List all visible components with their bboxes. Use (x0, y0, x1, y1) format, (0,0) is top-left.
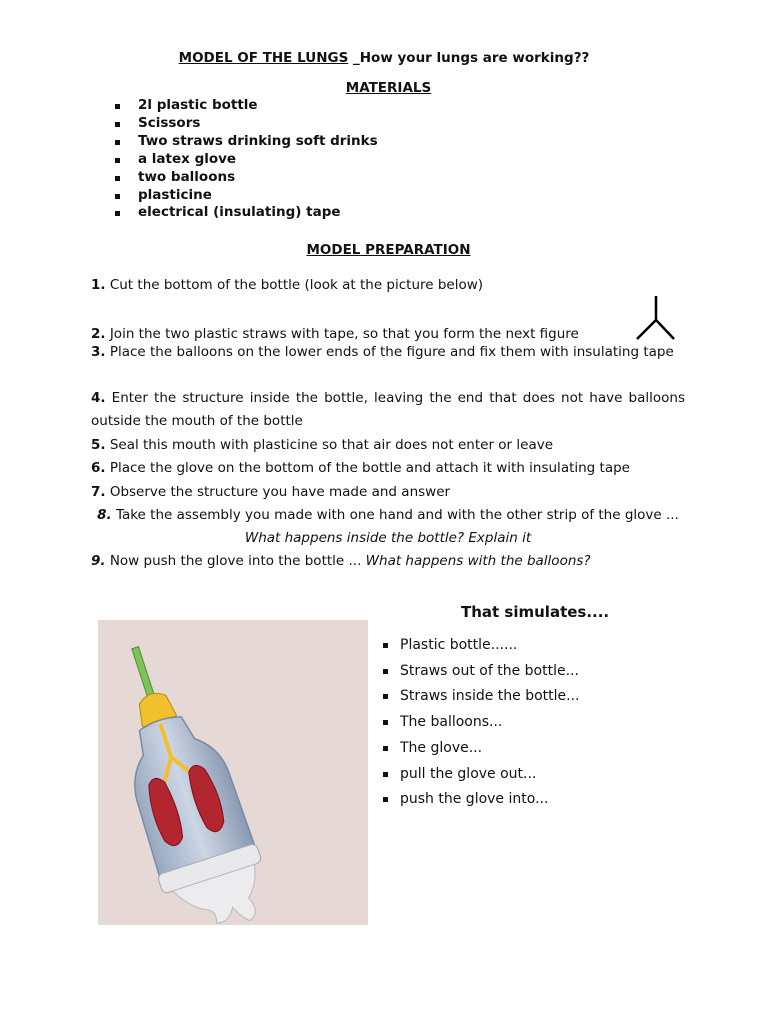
step-1 (91, 274, 685, 297)
step-7 (91, 481, 685, 504)
list-item: electrical (insulating) tape (112, 204, 378, 222)
step-8 (91, 504, 685, 550)
page-title (0, 50, 768, 66)
lung-model-photo (98, 620, 368, 925)
step-text: Enter the structure inside the bottle, leaving the end that does not have balloons outside the mouth of the bottle (91, 390, 685, 429)
step-9 (91, 550, 685, 573)
preparation-heading: MODEL PREPARATION (306, 242, 471, 258)
step-3 (91, 341, 685, 364)
step-text: Place the balloons on the lower ends of the figure and fix them with insulating tape (109, 344, 674, 360)
step-4 (91, 387, 685, 433)
step-question: What happens with the balloons? (365, 553, 591, 569)
step-number: 4. (91, 390, 106, 406)
list-item: two balloons (112, 169, 378, 187)
step-6 (91, 457, 685, 480)
title-subtitle: _How your lungs are working?? (348, 50, 590, 66)
y-shape-straws-icon (634, 295, 678, 341)
list-item: The glove... (380, 736, 580, 762)
step-number: 2. (91, 326, 106, 342)
step-number: 8. (97, 507, 112, 523)
step-question: What happens inside the bottle? Explain it (244, 530, 532, 546)
simulates-title: That simulates.... (461, 603, 610, 621)
list-item: Straws out of the bottle... (380, 659, 580, 685)
list-item: Straws inside the bottle... (380, 684, 580, 710)
list-item: Plastic bottle...... (380, 633, 580, 659)
step-number: 3. (91, 344, 106, 360)
materials-list (112, 97, 378, 222)
list-item: Two straws drinking soft drinks (112, 133, 378, 151)
materials-heading: MATERIALS (345, 80, 432, 96)
list-item: pull the glove out... (380, 762, 580, 788)
step-text: Seal this mouth with plasticine so that air does not enter or leave (109, 437, 554, 453)
list-item: Scissors (112, 115, 378, 133)
step-text: Observe the structure you have made and answer (109, 484, 451, 500)
step-number: 5. (91, 437, 106, 453)
step-text: Place the glove on the bottom of the bottle and attach it with insulating tape (109, 460, 630, 476)
step-number: 6. (91, 460, 106, 476)
list-item: 2l plastic bottle (112, 97, 378, 115)
list-item: a latex glove (112, 151, 378, 169)
step-text: Now push the glove into the bottle ... (109, 553, 366, 569)
simulates-list (380, 633, 580, 813)
title-underlined: MODEL OF THE LUNGS (178, 50, 349, 66)
list-item: plasticine (112, 187, 378, 205)
list-item: The balloons... (380, 710, 580, 736)
step-text: Cut the bottom of the bottle (look at the picture below) (109, 277, 484, 293)
step-number: 9. (91, 553, 106, 569)
step-text: Take the assembly you made with one hand and with the other strip of the glove ... (115, 507, 679, 523)
step-number: 1. (91, 277, 106, 293)
list-item: push the glove into... (380, 787, 580, 813)
step-number: 7. (91, 484, 106, 500)
step-5 (91, 434, 685, 457)
step-text: Join the two plastic straws with tape, so that you form the next figure (109, 326, 579, 342)
